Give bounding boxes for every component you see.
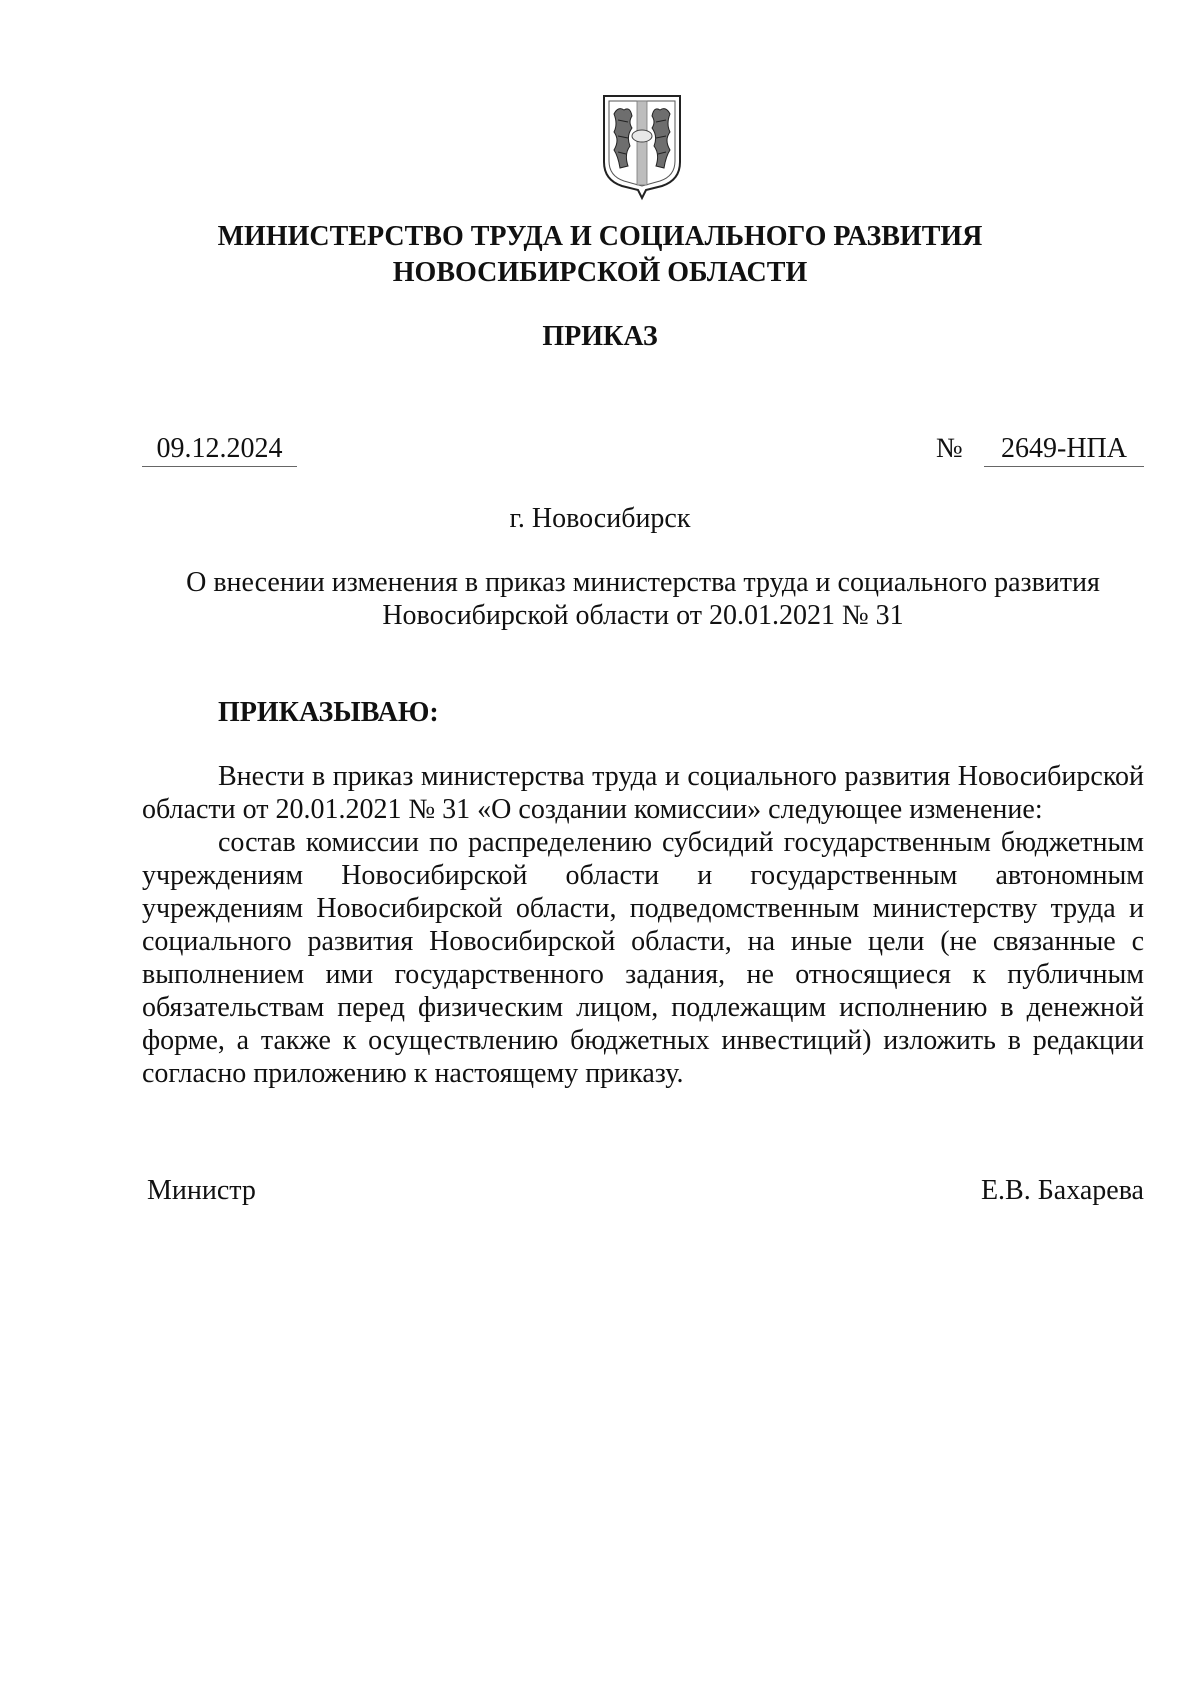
signatory-role: Министр [147,1175,256,1206]
signatory-name: Е.В. Бахарева [980,1175,1144,1206]
coat-of-arms-icon [600,92,684,202]
city: г. Новосибирск [509,503,691,534]
document-subject: О внесении изменения в приказ министерства труда и социального развития Новосибирской области от 20.01.2021 № 31 [186,567,1100,631]
document-number: 2649-НПА [984,432,1144,467]
document-date: 09.12.2024 [142,432,297,467]
body-paragraph-1: Внести в приказ министерства труда и социального развития Новосибирской области от 20.01.2021 № 31 «О создании комиссии» следующее изменение: [142,761,1144,825]
document-body [142,760,1144,1090]
ministry-name-line1: МИНИСТЕРСТВО ТРУДА И СОЦИАЛЬНОГО РАЗВИТИЯ [217,221,983,252]
command-heading: ПРИКАЗЫВАЮ: [218,697,439,728]
body-paragraph-2: состав комиссии по распределению субсидий государственным бюджетным учреждениям Новосибирской области и государственным автономным учреждениям Новосибирской области, подведомственным министерству труда и социального развития Новосибирской области, на иные цели (не связанные с выполнением ими государственного задания, не относящиеся к публичным обязательствам перед физическим лицом, подлежащим исполнению в денежной форме, а также к осуществлению бюджетных инвестиций) изложить в редакции согласно приложению к настоящему приказу. [142,827,1144,1089]
number-sign: № [936,433,963,464]
document-type: ПРИКАЗ [542,321,658,352]
ministry-name-line2: НОВОСИБИРСКОЙ ОБЛАСТИ [392,257,808,288]
